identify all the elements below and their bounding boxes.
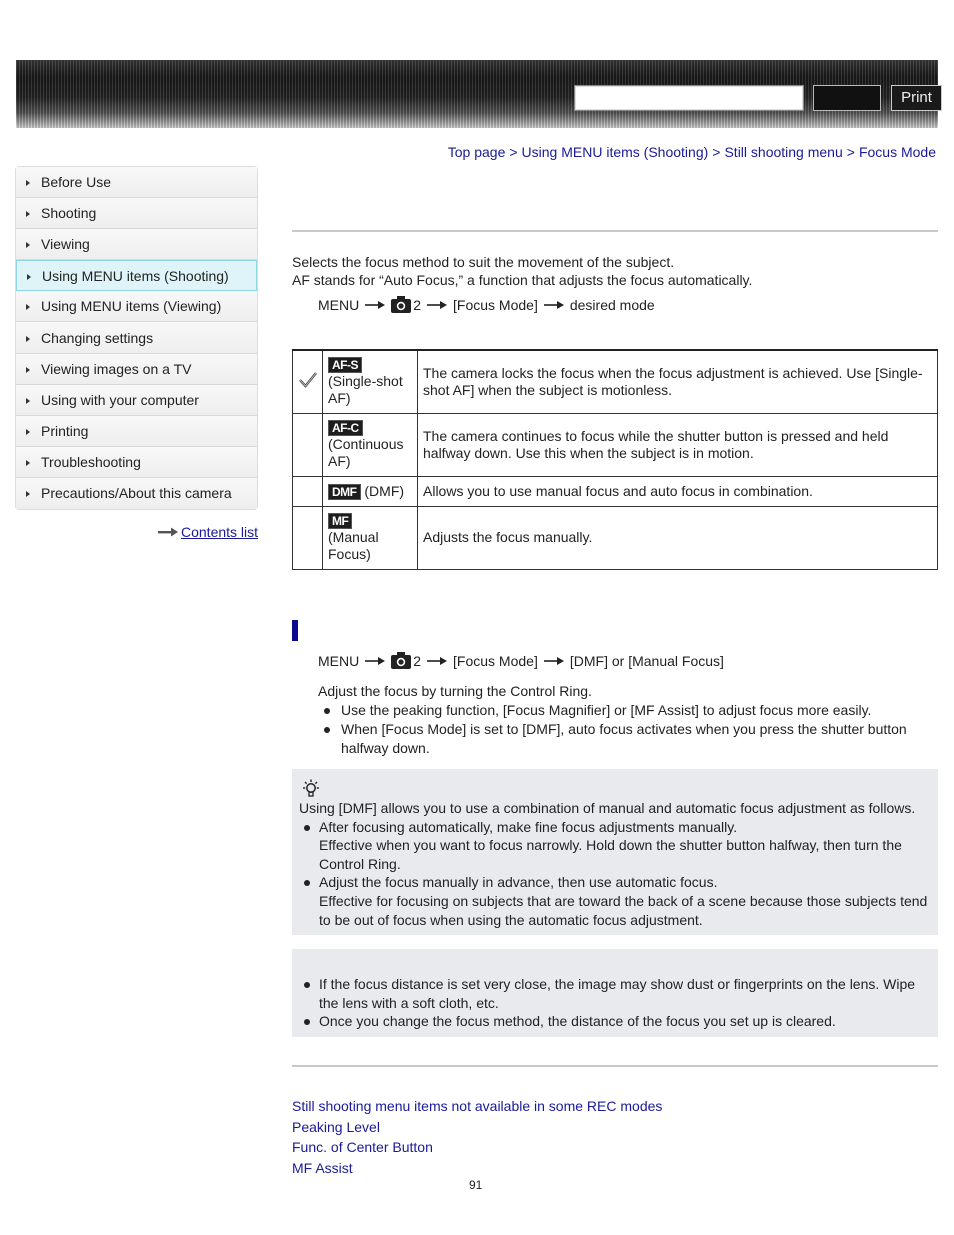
chevron-right-icon [26,180,30,186]
mode-description: Adjusts the focus manually. [418,506,938,569]
sidebar-item-label: Printing [41,422,89,439]
sidebar-item-label: Using with your computer [41,391,199,408]
camera-icon [391,652,411,669]
mode-name-cell [323,350,418,413]
chevron-right-icon [26,460,30,466]
hint-box [292,769,938,935]
contents-list-label: Contents list [181,524,259,540]
sidebar-item-before-use[interactable] [16,167,257,198]
sidebar-item-label: Before Use [41,174,112,191]
arrow-right-icon [365,301,385,309]
breadcrumb-separator: > [846,144,855,160]
print-button[interactable]: Print [891,85,942,111]
chevron-right-icon [26,211,30,217]
hint-bullet-main: Adjust the focus manually in advance, then use automatic focus. [319,874,718,891]
mode-name-cell [323,476,418,506]
breadcrumb-focus-mode[interactable]: Focus Mode [858,144,936,160]
breadcrumb-still-shooting-menu[interactable]: Still shooting menu [724,144,843,160]
sidebar-item-label: Precautions/About this camera [41,485,232,502]
default-cell [293,413,323,476]
related-link-mf-assist[interactable]: MF Assist [292,1159,353,1176]
list-item [299,818,934,874]
note-list [299,975,935,1031]
page-number: 91 [469,1178,483,1192]
note-box [292,949,938,1037]
mode-name: (Manual Focus) [328,529,379,562]
search-button[interactable] [813,85,881,111]
sidebar-item-troubleshooting[interactable] [16,447,257,478]
sidebar-item-label: Using MENU items (Viewing) [41,298,222,315]
mode-description: Allows you to use manual focus and auto focus in combination. [418,476,938,506]
adjust-list [318,701,928,758]
divider [292,230,938,232]
list-item: Use the peaking function, [Focus Magnifier] or [MF Assist] to adjust focus more easily. [318,701,928,720]
list-item: Once you change the focus method, the distance of the focus you set up is cleared. [299,1012,935,1031]
sidebar-item-using-menu-shooting[interactable] [16,260,257,291]
chevron-right-icon [26,304,30,310]
table-row [293,476,938,506]
intro-line: AF stands for “Auto Focus,” a function that adjusts the focus automatically. [292,272,753,288]
sidebar-item-printing[interactable] [16,416,257,447]
hint-list [299,818,934,930]
arrow-right-icon [158,527,178,537]
breadcrumb-separator: > [712,144,721,160]
hint-text [299,799,934,929]
sidebar-item-label: Viewing images on a TV [41,360,192,377]
menu-tab-number: 2 [413,296,422,313]
default-cell [293,350,323,413]
table-row [293,350,938,413]
breadcrumb-using-menu-shooting[interactable]: Using MENU items (Shooting) [521,144,709,160]
default-cell [293,476,323,506]
sidebar-nav [15,166,258,510]
camera-icon [391,296,411,313]
adjust-lead: Adjust the focus by turning the Control Ring. [318,683,592,699]
focus-mode-table [292,349,938,570]
mode-name: (Continuous AF) [328,436,404,469]
af-c-icon: AF-C [328,420,363,436]
sidebar-item-changing-settings[interactable] [16,322,257,353]
mode-name-cell [323,413,418,476]
adjust-instructions [318,682,928,758]
sidebar-item-precautions[interactable] [16,478,257,509]
arrow-right-icon [544,301,564,309]
table-row [293,413,938,476]
header-bar [16,60,938,128]
divider [292,1065,938,1067]
mode-name-cell [323,506,418,569]
chevron-right-icon [26,336,30,342]
sidebar-item-shooting[interactable] [16,198,257,229]
chevron-right-icon [27,274,31,280]
list-item: If the focus distance is set very close, the image may show dust or fingerprints on the lens. Wipe the lens with a soft cloth, etc. [299,975,935,1012]
breadcrumb-top-page[interactable]: Top page [447,144,506,160]
lightbulb-icon [302,779,320,799]
table-row [293,506,938,569]
sidebar-item-viewing-on-tv[interactable] [16,354,257,385]
hint-bullet-sub: Effective for focusing on subjects that are toward the back of a scene because those subjects tend to be out of focus when using the automatic focus adjustment. [319,892,928,928]
sidebar-item-label: Changing settings [41,329,154,346]
chevron-right-icon [26,242,30,248]
menu-label: MENU [318,296,360,313]
sidebar-item-label: Using MENU items (Shooting) [42,267,229,284]
related-link-center-button[interactable]: Func. of Center Button [292,1139,433,1156]
default-cell [293,506,323,569]
menu-label: MENU [318,652,360,669]
menu-item: [Focus Mode] [453,652,538,669]
menu-tab-number: 2 [413,652,422,669]
menu-end: desired mode [569,296,655,313]
list-item: When [Focus Mode] is set to [DMF], auto focus activates when you press the shutter button halfway down. [318,720,928,758]
search-input[interactable] [574,85,804,111]
sidebar-item-label: Troubleshooting [41,453,141,470]
sidebar-item-label: Shooting [41,205,97,222]
mode-name: (DMF) [364,482,405,499]
contents-list-link[interactable] [158,524,258,540]
arrow-right-icon [427,657,447,665]
related-link-not-available-rec-modes[interactable]: Still shooting menu items not available in some REC modes [292,1098,663,1114]
hint-bullet-sub: Effective when you want to focus narrowly. Hold down the shutter button halfway, then turn the Control Ring. [319,837,902,872]
chevron-right-icon [26,367,30,373]
related-links [292,1096,662,1178]
hint-bullet-main: After focusing automatically, make fine focus adjustments manually. [319,818,738,835]
intro-line: Selects the focus method to suit the movement of the subject. [292,254,675,270]
sidebar-item-using-menu-viewing[interactable] [16,291,257,322]
sidebar-item-using-with-computer[interactable] [16,385,257,416]
chevron-right-icon [26,491,30,497]
menu-end: [DMF] or [Manual Focus] [569,652,724,669]
breadcrumb [448,144,936,160]
list-item [299,873,934,929]
chevron-right-icon [26,398,30,404]
sidebar-item-viewing[interactable] [16,229,257,260]
mode-description: The camera locks the focus when the focus adjustment is achieved. Use [Single-shot AF] when the subject is motionless. [418,350,938,413]
menu-path [318,652,724,669]
dmf-icon: DMF [328,484,361,500]
arrow-right-icon [427,301,447,309]
section-marker [292,620,298,641]
sidebar-item-label: Viewing [41,236,90,253]
menu-path [318,296,655,313]
note-text [299,975,935,1031]
breadcrumb-separator: > [509,144,518,160]
chevron-right-icon [26,429,30,435]
menu-item: [Focus Mode] [453,296,538,313]
mode-name: (Single-shot AF) [328,373,403,407]
related-link-peaking-level[interactable]: Peaking Level [292,1118,380,1135]
arrow-right-icon [365,657,385,665]
af-s-icon: AF-S [328,357,362,373]
hint-lead: Using [DMF] allows you to use a combination of manual and automatic focus adjustment as follows. [299,800,916,816]
intro-text [292,253,752,289]
mf-icon: MF [328,513,352,529]
arrow-right-icon [544,657,564,665]
mode-description: The camera continues to focus while the shutter button is pressed and held halfway down. Use this when the subject is in motion. [418,413,938,476]
checkmark-icon [298,371,318,389]
